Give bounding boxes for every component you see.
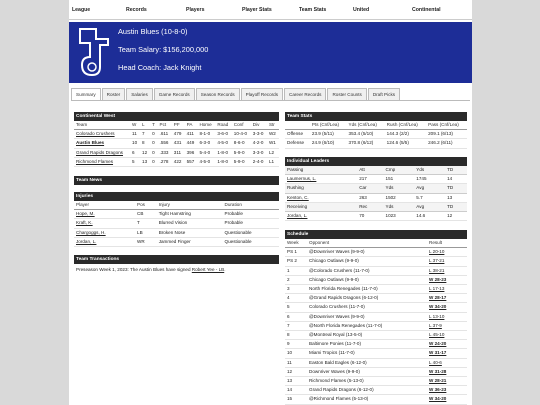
column-header: Pts (Cnf/Lea) <box>310 121 347 130</box>
tab-playoff-records[interactable]: Playoff Records <box>241 88 283 101</box>
standings-cell: 0 <box>152 140 155 146</box>
transaction-text: Preseason Week 1, 2023: The Austin Blues have signed <box>76 267 192 272</box>
team-stats-row <box>285 130 467 139</box>
tab-salaries[interactable]: Salaries <box>126 88 153 101</box>
leaders-subheader <box>285 166 467 175</box>
leader-cell: 12 <box>447 213 453 219</box>
opponent-cell: Easton Bald Eagles (6-12-0) <box>309 359 367 365</box>
team-stats-cell: 370.8 (6/12) <box>348 140 374 146</box>
leader-row <box>285 193 467 202</box>
schedule-row <box>285 358 467 367</box>
standings-cell: 12 <box>142 149 148 155</box>
tab-roster[interactable]: Roster <box>102 88 126 101</box>
week-cell: 4 <box>287 295 290 301</box>
leaders-header-cell: TD <box>447 203 454 209</box>
team-stats-title: Team Stats <box>285 112 467 121</box>
column-header: Road <box>215 121 231 130</box>
nav-link-continental[interactable]: Continental <box>412 6 441 13</box>
standings-cell: 3-3-0 <box>252 149 264 155</box>
standings-cell: 5-9-0 <box>233 158 245 164</box>
standings-cell: 6 <box>132 149 135 155</box>
nav-link-records[interactable]: Records <box>126 6 147 13</box>
standings-cell: 8-6-0 <box>233 140 245 146</box>
column-header <box>285 121 310 130</box>
leader-cell: 14 <box>447 176 453 182</box>
leaders-subheader <box>285 202 467 211</box>
tab-summary[interactable]: Summary <box>71 88 101 101</box>
leader-cell: 217 <box>359 176 367 182</box>
standings-cell: 5-4-0 <box>199 149 211 155</box>
injury-cell: Probable <box>224 220 243 226</box>
team-stats-cell: 246.2 (6/11) <box>428 140 453 146</box>
column-header: PF <box>172 121 185 130</box>
week-cell: 10 <box>287 350 293 356</box>
standings-cell: 1-8-0 <box>217 149 229 155</box>
team-link[interactable]: Colorado Crushers <box>76 131 115 137</box>
nav-link-player-stats[interactable]: Player Stats <box>242 6 272 13</box>
team-stats-cell: 124.6 (5/5) <box>386 140 409 146</box>
schedule-row <box>285 386 467 395</box>
tab-game-records[interactable]: Game Records <box>154 88 195 101</box>
column-header: Str <box>267 121 279 130</box>
week-cell: 6 <box>287 313 290 319</box>
leaders-header-cell: Avg <box>416 185 425 191</box>
leaders-header-cell: Rushing <box>287 185 304 191</box>
result-link[interactable]: W 31-28 <box>429 368 447 374</box>
column-header: Pass (Cnf/Lea) <box>426 121 467 130</box>
team-stats-section <box>285 112 467 149</box>
leaders-section <box>285 157 467 221</box>
standings-cell: 0 <box>152 149 155 155</box>
leader-cell: 1502 <box>385 194 396 200</box>
standings-cell: 11 <box>132 131 137 137</box>
result-link[interactable]: L 40-6 <box>429 359 442 365</box>
injury-cell: CB <box>137 211 144 217</box>
standings-cell: 557 <box>186 158 195 164</box>
result-link[interactable]: W 28-21 <box>429 378 447 384</box>
team-news-section <box>74 176 279 185</box>
schedule-row <box>285 321 467 330</box>
standings-cell: 311 <box>173 149 182 155</box>
transaction-player-link[interactable]: Robert Yee - LB <box>191 267 225 272</box>
standings-cell: 479 <box>173 131 182 137</box>
injury-cell: Questionable <box>224 229 252 235</box>
schedule-row <box>285 312 467 321</box>
player-link[interactable]: Laumernus, L. <box>287 176 317 182</box>
column-header: Week <box>285 239 307 248</box>
schedule-row <box>285 303 467 312</box>
nav-link-league[interactable]: League <box>72 6 91 13</box>
result-link[interactable]: W 24-20 <box>429 341 447 347</box>
leaders-header-cell: TD <box>447 167 454 172</box>
column-header: Rush (Cnf/Lea) <box>385 121 426 130</box>
leaders-header-cell: Yds <box>385 185 394 191</box>
result-link[interactable]: L 37-21 <box>429 258 445 264</box>
standings-cell: 411 <box>186 131 194 137</box>
team-stats-cell: Offense <box>287 131 304 137</box>
standings-cell: 3-3-0 <box>252 131 264 137</box>
opponent-cell: North Florida Renegades (11-7-0) <box>309 286 378 292</box>
standings-title: Continental West <box>74 112 279 121</box>
schedule-table <box>285 239 467 405</box>
result-link[interactable]: W 28-17 <box>429 295 447 301</box>
column-header: PA <box>185 121 198 130</box>
leaders-header-cell: Rec <box>359 203 368 209</box>
top-nav <box>69 0 472 20</box>
opponent-cell: Colorado Crushers (11-7-0) <box>309 304 365 310</box>
player-link[interactable]: Kenton, C. <box>287 194 309 200</box>
injury-row <box>74 228 279 237</box>
leader-row <box>285 175 467 184</box>
team-stats-cell: Defense <box>287 140 305 146</box>
week-cell: 9 <box>287 341 290 347</box>
standings-section <box>74 112 279 167</box>
team-stats-cell: 144.3 (2/2) <box>386 131 409 137</box>
column-header: Conf <box>232 121 251 130</box>
leaders-header-cell: Passing <box>287 167 304 172</box>
result-link[interactable]: W 28-23 <box>429 276 447 282</box>
leader-cell: 1023 <box>385 213 396 219</box>
standings-cell: 0 <box>152 158 155 164</box>
standings-cell: 4-2-0 <box>252 140 264 146</box>
column-header: Player <box>74 201 135 210</box>
tab-career-records[interactable]: Career Records <box>284 88 326 101</box>
tab-draft-picks[interactable]: Draft Picks <box>368 88 400 101</box>
team-link[interactable]: Grand Rapids Dragons <box>76 149 123 155</box>
result-link[interactable]: L 38-21 <box>429 267 445 273</box>
leader-cell: 1745 <box>416 176 427 182</box>
standings-cell: 1-8-0 <box>217 158 229 164</box>
leader-cell: 70 <box>359 213 365 219</box>
week-cell: 12 <box>287 368 293 374</box>
opponent-cell: @Grand Rapids Dragons (6-12-0) <box>309 295 379 301</box>
column-header: Home <box>197 121 215 130</box>
schedule-row <box>285 331 467 340</box>
schedule-row <box>285 248 467 257</box>
injury-cell: Blurred Vision <box>158 220 188 226</box>
schedule-row <box>285 285 467 294</box>
week-cell: 3 <box>287 286 290 292</box>
team-stats-cell: 24.9 (6/10) <box>311 140 335 146</box>
injury-cell: Questionable <box>224 238 252 244</box>
opponent-cell: Chicago Outlaws (9-9-0) <box>309 258 359 264</box>
tab-roster-counts[interactable]: Roster Counts <box>327 88 366 101</box>
schedule-title: Schedule <box>285 230 467 239</box>
standings-cell: 396 <box>186 149 195 155</box>
schedule-row <box>285 395 467 404</box>
column-header: L <box>140 121 150 130</box>
result-link[interactable]: W 36-23 <box>429 387 447 393</box>
column-header: W <box>130 121 140 130</box>
team-stats-row <box>285 139 467 148</box>
column-header: Duration <box>223 201 279 210</box>
standings-cell: 10-4-0 <box>233 131 248 137</box>
opponent-cell: @Colorado Crushers (11-7-0) <box>309 267 370 273</box>
schedule-row <box>285 266 467 275</box>
player-link[interactable]: Jordan, L. <box>76 238 97 244</box>
standings-cell: W2 <box>268 131 276 137</box>
injuries-title: Injuries <box>74 192 279 201</box>
injuries-table <box>74 201 279 247</box>
opponent-cell: Grand Rapids Dragons (6-12-0) <box>309 387 374 393</box>
standings-cell: W1 <box>268 140 276 146</box>
standings-row <box>74 139 279 148</box>
standings-cell: .333 <box>159 149 169 155</box>
result-link[interactable]: L 20-10 <box>429 249 445 255</box>
week-cell: 14 <box>287 387 293 393</box>
leader-cell: 13 <box>447 194 453 200</box>
opponent-cell: @Richmond Flames (5-13-0) <box>309 396 369 402</box>
standings-cell: 13 <box>142 158 148 164</box>
week-cell: 11 <box>287 359 292 365</box>
standings-cell: 6-3-0 <box>199 140 211 146</box>
standings-row <box>74 157 279 166</box>
opponent-cell: Miami Tropics (11-7-0) <box>309 350 355 356</box>
week-cell: 7 <box>287 322 290 328</box>
player-link[interactable]: Hope, M. <box>76 211 95 217</box>
team-banner <box>69 22 472 83</box>
leaders-header-cell: Car <box>359 185 367 191</box>
schedule-section <box>285 230 467 405</box>
column-header: Pct <box>158 121 172 130</box>
team-stats-table <box>285 121 467 149</box>
standings-table <box>74 121 279 167</box>
team-link[interactable]: Richmond Flames <box>76 158 114 164</box>
standings-cell: 4-5-0 <box>217 140 229 146</box>
leader-cell: 151 <box>385 176 394 182</box>
team-logo-icon <box>76 27 112 79</box>
standings-cell: 5-9-0 <box>233 149 245 155</box>
standings-row <box>74 130 279 139</box>
leader-cell: 263 <box>359 194 367 200</box>
leaders-header-cell: Yds <box>385 203 394 209</box>
opponent-cell: Baltimore Ponies (11-7-0) <box>309 341 361 347</box>
standings-cell: 5 <box>132 158 135 164</box>
injury-row <box>74 237 279 246</box>
week-cell: PS 1 <box>287 249 297 255</box>
leaders-header-cell: Att <box>359 167 365 172</box>
opponent-cell: Downriver Waves (9-9-0) <box>309 368 360 374</box>
tab-season-records[interactable]: Season Records <box>196 88 240 101</box>
leaders-header-cell: Avg <box>416 203 425 209</box>
leader-row <box>285 212 467 221</box>
standings-cell: L1 <box>268 158 275 164</box>
column-header: Yds (Cnf/Lea) <box>347 121 385 130</box>
standings-cell: 431 <box>173 140 182 146</box>
standings-cell: .278 <box>159 158 169 164</box>
transaction-item <box>74 264 279 275</box>
team-stats-cell: 209.1 (6/13) <box>428 131 453 137</box>
nav-link-united[interactable]: United <box>353 6 370 13</box>
column-header: Pos <box>135 201 157 210</box>
standings-cell: 422 <box>173 158 182 164</box>
schedule-row <box>285 349 467 358</box>
column-header: Team <box>74 121 130 130</box>
injury-cell: T <box>137 220 140 226</box>
leaders-header-cell: Cmp <box>385 167 396 172</box>
result-link[interactable]: W 34-20 <box>429 396 447 402</box>
opponent-cell: Chicago Outlaws (9-9-0) <box>309 276 359 282</box>
column-header: Opponent <box>307 239 427 248</box>
injury-cell: Tight Hamstring <box>158 211 191 217</box>
nav-link-players[interactable]: Players <box>186 6 205 13</box>
standings-cell: 0 <box>152 131 155 137</box>
transaction-suffix: . <box>224 267 226 272</box>
team-link[interactable]: Austin Blues <box>76 140 105 146</box>
schedule-row <box>285 340 467 349</box>
result-link[interactable]: L 13-10 <box>429 313 445 319</box>
injury-cell: Jammed Finger <box>158 238 191 244</box>
standings-cell: 3-6-0 <box>217 131 229 137</box>
column-header: Div <box>251 121 267 130</box>
schedule-row <box>285 257 467 266</box>
week-cell: 1 <box>287 267 290 273</box>
leader-cell: 5.7 <box>416 194 423 200</box>
injury-cell: WR <box>137 238 145 244</box>
week-cell: 2 <box>287 276 290 282</box>
week-cell: 15 <box>287 396 293 402</box>
tab-divider <box>71 100 470 101</box>
result-link[interactable]: L 37-9 <box>429 322 442 328</box>
team-stats-cell: 23.9 (5/11) <box>311 131 334 137</box>
injury-cell: Broken Nose <box>158 229 186 235</box>
standings-cell: 8 <box>142 140 145 146</box>
schedule-row <box>285 275 467 284</box>
leader-cell: 14.6 <box>416 213 426 219</box>
team-title: Austin Blues (10-8-0) <box>118 27 188 36</box>
team-salary: Team Salary: $156,200,000 <box>118 45 209 54</box>
opponent-cell: @Downriver Waves (9-9-0) <box>309 249 365 255</box>
standings-cell: 8-1-0 <box>199 131 211 137</box>
player-link[interactable]: Jordan, L. <box>287 213 308 219</box>
result-link[interactable]: W 31-17 <box>429 350 447 356</box>
result-link[interactable]: W 34-20 <box>429 304 447 310</box>
transactions-title: Team Transactions <box>74 255 279 264</box>
nav-link-team-stats[interactable]: Team Stats <box>299 6 327 13</box>
standings-cell: L2 <box>268 149 275 155</box>
injury-row <box>74 210 279 219</box>
week-cell: 8 <box>287 332 290 338</box>
leaders-subheader <box>285 184 467 193</box>
opponent-cell: @Montreal Royal (13-5-0) <box>309 332 363 338</box>
player-link[interactable]: Kraft, K. <box>76 220 93 226</box>
player-link[interactable]: Chargoggs, H. <box>76 229 106 235</box>
team-news-title: Team News <box>74 176 279 185</box>
standings-cell: 4-5-0 <box>199 158 211 164</box>
schedule-row <box>285 377 467 386</box>
leaders-title: Individual Leaders <box>285 157 467 166</box>
leaders-header-cell: Receiving <box>287 203 308 209</box>
opponent-cell: @Downriver Waves (9-9-0) <box>309 313 365 319</box>
standings-cell: 2-4-0 <box>252 158 264 164</box>
injury-cell: LB <box>137 229 143 235</box>
opponent-cell: @North Florida Renegades (11-7-0) <box>309 322 383 328</box>
standings-cell: .611 <box>159 131 169 137</box>
leaders-table <box>285 166 467 221</box>
result-link[interactable]: L 45-10 <box>429 332 445 338</box>
head-coach: Head Coach: Jack Knight <box>118 63 202 72</box>
standings-cell: 10 <box>132 140 138 146</box>
column-header: T <box>150 121 157 130</box>
standings-cell: .556 <box>159 140 169 146</box>
leaders-header-cell: Yds <box>416 167 425 172</box>
result-link[interactable]: L 17-13 <box>429 286 445 292</box>
injury-cell: Probable <box>224 211 243 217</box>
week-cell: 5 <box>287 304 290 310</box>
week-cell: 13 <box>287 378 293 384</box>
injuries-section <box>74 192 279 247</box>
standings-cell: 7 <box>142 131 145 137</box>
standings-row <box>74 148 279 157</box>
column-header: Result <box>427 239 467 248</box>
standings-cell: 449 <box>186 140 195 146</box>
page <box>69 0 472 405</box>
team-stats-cell: 353.4 (5/10) <box>348 131 374 137</box>
week-cell: PS 2 <box>287 258 297 264</box>
schedule-row <box>285 294 467 303</box>
transactions-section <box>74 255 279 275</box>
opponent-cell: Richmond Flames (5-13-0) <box>309 378 364 384</box>
schedule-row <box>285 367 467 376</box>
leaders-header-cell: TD <box>447 185 454 191</box>
column-header: Injury <box>157 201 223 210</box>
injury-row <box>74 219 279 228</box>
